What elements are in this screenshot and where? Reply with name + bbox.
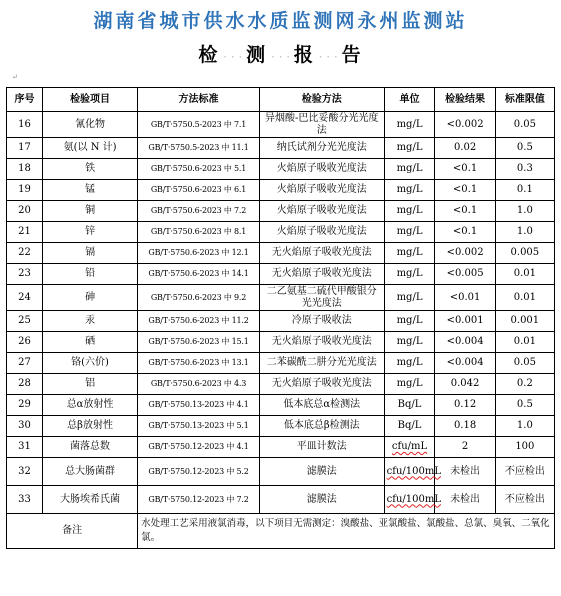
cell-limit: 0.005	[495, 243, 554, 264]
cell-method: 滤膜法	[259, 458, 384, 486]
cell-result: <0.001	[435, 311, 495, 332]
table-row	[7, 416, 555, 437]
cell-result: <0.1	[435, 201, 495, 222]
cell-limit: 0.5	[495, 395, 554, 416]
cell-result: 未检出	[435, 458, 495, 486]
subtitle-char-1: 检	[198, 44, 220, 66]
remark-label: 备注	[7, 514, 138, 549]
table-row	[7, 159, 555, 180]
cell-no: 28	[7, 374, 43, 395]
cell-method: 无火焰原子吸收光度法	[259, 243, 384, 264]
table-row	[7, 458, 555, 486]
cell-standard: GB/T·5750.12-2023 中 7.2	[138, 486, 260, 514]
cell-item: 氨(以 N 计)	[42, 138, 137, 159]
cell-standard: GB/T·5750.6-2023 中 13.1	[138, 353, 260, 374]
subtitle-char-4: 告	[341, 44, 363, 66]
cell-no: 26	[7, 332, 43, 353]
cell-item: 大肠埃希氏菌	[42, 486, 137, 514]
cell-item: 砷	[42, 285, 137, 311]
cell-no: 16	[7, 112, 43, 138]
subtitle-char-2: 测	[246, 44, 268, 66]
cell-unit: mg/L	[384, 159, 435, 180]
cell-no: 22	[7, 243, 43, 264]
cell-result: 0.042	[435, 374, 495, 395]
cell-result: 未检出	[435, 486, 495, 514]
cell-item: 铜	[42, 201, 137, 222]
cell-unit: mg/L	[384, 201, 435, 222]
cell-method: 二乙氨基二硫代甲酸银分光光度法	[259, 285, 384, 311]
cell-method: 无火焰原子吸收光度法	[259, 264, 384, 285]
cell-unit: mg/L	[384, 243, 435, 264]
col-header-item: 检验项目	[42, 88, 137, 112]
cell-result: <0.1	[435, 222, 495, 243]
cell-standard: GB/T·5750.12-2023 中 5.2	[138, 458, 260, 486]
cell-method: 纳氏试剂分光光度法	[259, 138, 384, 159]
col-header-method: 检验方法	[259, 88, 384, 112]
table-row	[7, 201, 555, 222]
subtitle-char-3: 报	[293, 44, 315, 66]
cell-unit: mg/L	[384, 374, 435, 395]
table-row	[7, 332, 555, 353]
cell-unit: cfu/100mL	[384, 458, 435, 486]
cell-method: 低本底总α检测法	[259, 395, 384, 416]
cell-no: 19	[7, 180, 43, 201]
cell-standard: GB/T·5750.5-2023 中 7.1	[138, 112, 260, 138]
cell-result: <0.005	[435, 264, 495, 285]
table-row	[7, 243, 555, 264]
cell-result: 0.02	[435, 138, 495, 159]
cell-standard: GB/T·5750.6-2023 中 15.1	[138, 332, 260, 353]
cell-method: 火焰原子吸收光度法	[259, 222, 384, 243]
cell-result: 0.12	[435, 395, 495, 416]
cell-limit: 1.0	[495, 222, 554, 243]
cell-unit: mg/L	[384, 112, 435, 138]
cell-unit: mg/L	[384, 332, 435, 353]
cell-item: 总α放射性	[42, 395, 137, 416]
cell-method: 火焰原子吸收光度法	[259, 180, 384, 201]
cell-limit: 0.2	[495, 374, 554, 395]
cell-no: 24	[7, 285, 43, 311]
table-row	[7, 311, 555, 332]
table-row	[7, 180, 555, 201]
cell-limit: 不应检出	[495, 458, 554, 486]
cell-no: 21	[7, 222, 43, 243]
cell-item: 铝	[42, 374, 137, 395]
cell-method: 冷原子吸收法	[259, 311, 384, 332]
table-row	[7, 112, 555, 138]
cell-item: 氰化物	[42, 112, 137, 138]
cell-method: 二苯碳酰二肼分光光度法	[259, 353, 384, 374]
remark-text: 水处理工艺采用液氯消毒，以下项目无需测定：溴酸盐、亚氯酸盐、氯酸盐、总氯、臭氧、二氧化氯。	[138, 514, 555, 549]
cell-unit: cfu/mL	[384, 437, 435, 458]
cell-unit: Bq/L	[384, 395, 435, 416]
table-header-row	[7, 88, 555, 112]
cell-unit: mg/L	[384, 353, 435, 374]
cell-no: 33	[7, 486, 43, 514]
cell-method: 无火焰原子吸收光度法	[259, 332, 384, 353]
table-row	[7, 138, 555, 159]
cell-standard: GB/T·5750.6-2023 中 12.1	[138, 243, 260, 264]
cell-item: 总大肠菌群	[42, 458, 137, 486]
cell-limit: 0.01	[495, 285, 554, 311]
cell-method: 平皿计数法	[259, 437, 384, 458]
cell-unit: mg/L	[384, 311, 435, 332]
test-results-table	[6, 87, 555, 549]
cell-method: 火焰原子吸收光度法	[259, 201, 384, 222]
table-row	[7, 486, 555, 514]
cell-item: 铁	[42, 159, 137, 180]
cell-standard: GB/T·5750.13-2023 中 4.1	[138, 395, 260, 416]
cell-standard: GB/T·5750.6-2023 中 14.1	[138, 264, 260, 285]
cell-limit: 0.01	[495, 264, 554, 285]
table-row	[7, 285, 555, 311]
cell-unit: mg/L	[384, 138, 435, 159]
cell-limit: 1.0	[495, 201, 554, 222]
cell-result: <0.1	[435, 159, 495, 180]
cell-standard: GB/T·5750.6-2023 中 11.2	[138, 311, 260, 332]
col-header-no: 序号	[7, 88, 43, 112]
report-subtitle: 检 · · · 测 · · · 报 · · · 告	[198, 44, 363, 66]
cell-standard: GB/T·5750.6-2023 中 5.1	[138, 159, 260, 180]
cell-no: 30	[7, 416, 43, 437]
cell-item: 铅	[42, 264, 137, 285]
cell-item: 硒	[42, 332, 137, 353]
remark-row	[7, 514, 555, 549]
col-header-standard: 方法标准	[138, 88, 260, 112]
cell-result: 2	[435, 437, 495, 458]
cell-limit: 0.001	[495, 311, 554, 332]
cell-method: 无火焰原子吸收光度法	[259, 374, 384, 395]
cell-standard: GB/T·5750.13-2023 中 5.1	[138, 416, 260, 437]
report-org-title: 湖南省城市供水水质监测网永州监测站	[93, 10, 468, 32]
cell-result: 0.18	[435, 416, 495, 437]
cell-result: <0.002	[435, 112, 495, 138]
cell-unit: mg/L	[384, 285, 435, 311]
cell-result: <0.002	[435, 243, 495, 264]
cell-no: 32	[7, 458, 43, 486]
cell-item: 菌落总数	[42, 437, 137, 458]
cell-limit: 1.0	[495, 416, 554, 437]
cell-limit: 0.3	[495, 159, 554, 180]
table-row	[7, 353, 555, 374]
cell-standard: GB/T·5750.6-2023 中 9.2	[138, 285, 260, 311]
cell-item: 锰	[42, 180, 137, 201]
cell-limit: 0.05	[495, 112, 554, 138]
table-row	[7, 264, 555, 285]
cell-result: <0.01	[435, 285, 495, 311]
cell-limit: 不应检出	[495, 486, 554, 514]
table-row	[7, 374, 555, 395]
cell-no: 17	[7, 138, 43, 159]
cell-item: 镉	[42, 243, 137, 264]
cell-item: 总β放射性	[42, 416, 137, 437]
cell-result: <0.004	[435, 353, 495, 374]
cell-unit: mg/L	[384, 222, 435, 243]
cell-unit: Bq/L	[384, 416, 435, 437]
cell-limit: 0.5	[495, 138, 554, 159]
cell-no: 25	[7, 311, 43, 332]
paragraph-mark-icon: ↵	[12, 73, 18, 81]
cell-method: 火焰原子吸收光度法	[259, 159, 384, 180]
cell-standard: GB/T·5750.6-2023 中 4.3	[138, 374, 260, 395]
cell-no: 27	[7, 353, 43, 374]
cell-unit: mg/L	[384, 180, 435, 201]
cell-standard: GB/T·5750.5-2023 中 11.1	[138, 138, 260, 159]
cell-item: 铬(六价)	[42, 353, 137, 374]
cell-standard: GB/T·5750.6-2023 中 6.1	[138, 180, 260, 201]
cell-standard: GB/T·5750.6-2023 中 7.2	[138, 201, 260, 222]
cell-item: 汞	[42, 311, 137, 332]
cell-no: 20	[7, 201, 43, 222]
cell-unit: cfu/100mL	[384, 486, 435, 514]
cell-item: 锌	[42, 222, 137, 243]
cell-method: 异烟酸-巴比妥酸分光光度法	[259, 112, 384, 138]
table-row	[7, 395, 555, 416]
table-row	[7, 222, 555, 243]
col-header-unit: 单位	[384, 88, 435, 112]
cell-limit: 0.01	[495, 332, 554, 353]
cell-standard: GB/T·5750.12-2023 中 4.1	[138, 437, 260, 458]
cell-method: 低本底总β检测法	[259, 416, 384, 437]
cell-no: 18	[7, 159, 43, 180]
cell-limit: 0.1	[495, 180, 554, 201]
table-row	[7, 437, 555, 458]
cell-no: 31	[7, 437, 43, 458]
cell-unit: mg/L	[384, 264, 435, 285]
cell-limit: 0.05	[495, 353, 554, 374]
col-header-result: 检验结果	[435, 88, 495, 112]
cell-no: 29	[7, 395, 43, 416]
cell-no: 23	[7, 264, 43, 285]
cell-limit: 100	[495, 437, 554, 458]
cell-result: <0.004	[435, 332, 495, 353]
col-header-limit: 标准限值	[495, 88, 554, 112]
cell-standard: GB/T·5750.6-2023 中 8.1	[138, 222, 260, 243]
cell-method: 滤膜法	[259, 486, 384, 514]
cell-result: <0.1	[435, 180, 495, 201]
